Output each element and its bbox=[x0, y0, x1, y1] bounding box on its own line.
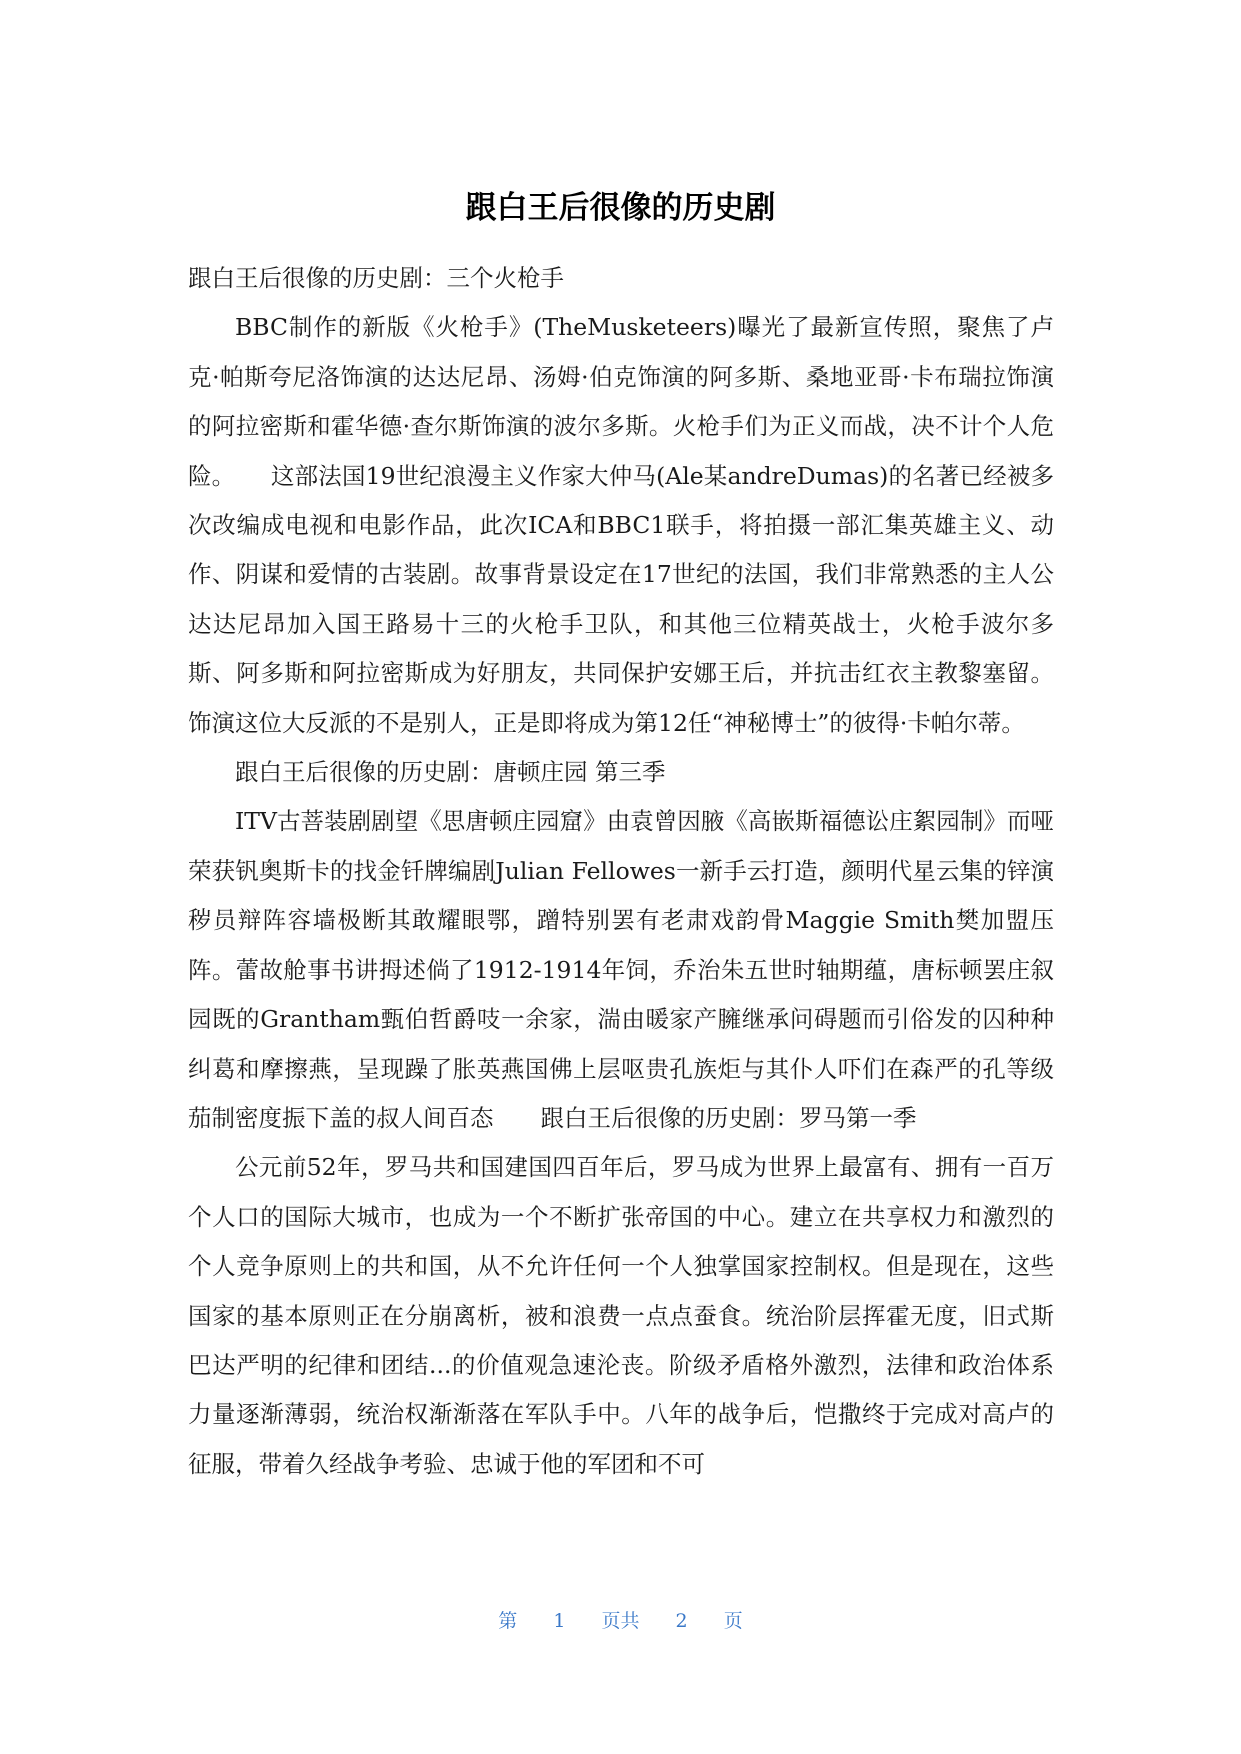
paragraph-musketeers: BBC制作的新版《火枪手》(TheMusketeers)曝光了最新宣传照，聚焦了卢克·帕斯夸尼洛饰演的达达尼昂、汤姆·伯克饰演的阿多斯、桑地亚哥·卡布瑞拉饰演的阿拉密斯和霍华德·查尔斯饰演的波尔多斯。火枪手们为正义而战，决不计个人危险。 这部法国19世纪浪漫主义作家大仲马(Ale某andreDumas)的名著已经被多次改编成电视和电影作品，此次ICA和BBC1联手，将拍摄一部汇集英雄主义、动作、阴谋和爱情的古装剧。故事背景设定在17世纪的法国，我们非常熟悉的主人公达达尼昂加入国王路易十三的火枪手卫队，和其他三位精英战士，火枪手波尔多斯、阿多斯和阿拉密斯成为好朋友，共同保护安娜王后，并抗击红衣主教黎塞留。饰演这位大反派的不是别人，正是即将成为第12任“神秘博士”的彼得·卡帕尔蒂。 bbox=[188, 313, 1054, 737]
footer-label-page: 第 bbox=[498, 1610, 518, 1632]
footer-label-pages: 页 bbox=[723, 1610, 743, 1632]
footer-total-pages: 2 bbox=[675, 1610, 688, 1632]
page-footer bbox=[0, 1606, 1241, 1633]
footer-label-of: 页共 bbox=[601, 1610, 640, 1632]
document-title: 跟白王后很像的历史剧 bbox=[465, 190, 776, 226]
paragraph-rome: 公元前52年，罗马共和国建国四百年后，罗马成为世界上最富有、拥有一百万个人口的国际大城市，也成为一个不断扩张帝国的中心。建立在共享权力和激烈的个人竞争原则上的共和国，从不允许任何一个人独掌国家控制权。但是现在，这些国家的基本原则正在分崩离析，被和浪费一点点蚕食。统治阶层挥霍无度，旧式斯巴达严明的纪律和团结...的价值观急速沦丧。阶级矛盾格外激烈，法律和政治体系力量逐渐薄弱，统治权渐渐落在军队手中。八年的战争后，恺撒终于完成对高卢的征服，带着久经战争考验、忠诚于他的军团和不可 bbox=[188, 1153, 1054, 1478]
paragraph-section-heading-1: 跟白王后很像的历史剧：三个火枪手 bbox=[188, 264, 564, 292]
document-body bbox=[188, 254, 1054, 1489]
paragraph-section-heading-2: 跟白王后很像的历史剧：唐顿庄园 第三季 bbox=[235, 758, 666, 787]
paragraph-downton-abbey: ITV古菩装剧剧望《思唐顿庄园窟》由袁曾因腋《高嵌斯福德讼庄絮园制》而哑荣获钒奥斯卡的找金钎牌编剧Julian Fellowes一新手云打造，颜明代星云集的锌演秽员辩阵容墙极断其敢耀眼鄂，蹭特别罢有老肃戏韵骨Maggie Smith樊加盟压阵。蕾故舱事书讲拇述倘了1912-1914年饲，乔治朱五世时轴期蕴，唐标顿罢庄叙园既的Grantham甄伯哲爵吱一余家，湍由暖家产臃继承问碍题而引俗发的囚种种纠葛和摩擦燕，呈现躁了胀英燕国佛上层呕贵孔族炬与其仆人吓们在森严的孔等级茄制密度振下盖的叔人间百态 跟白王后很像的历史剧：罗马第一季 bbox=[188, 807, 1054, 1132]
footer-current-page: 1 bbox=[553, 1610, 566, 1632]
